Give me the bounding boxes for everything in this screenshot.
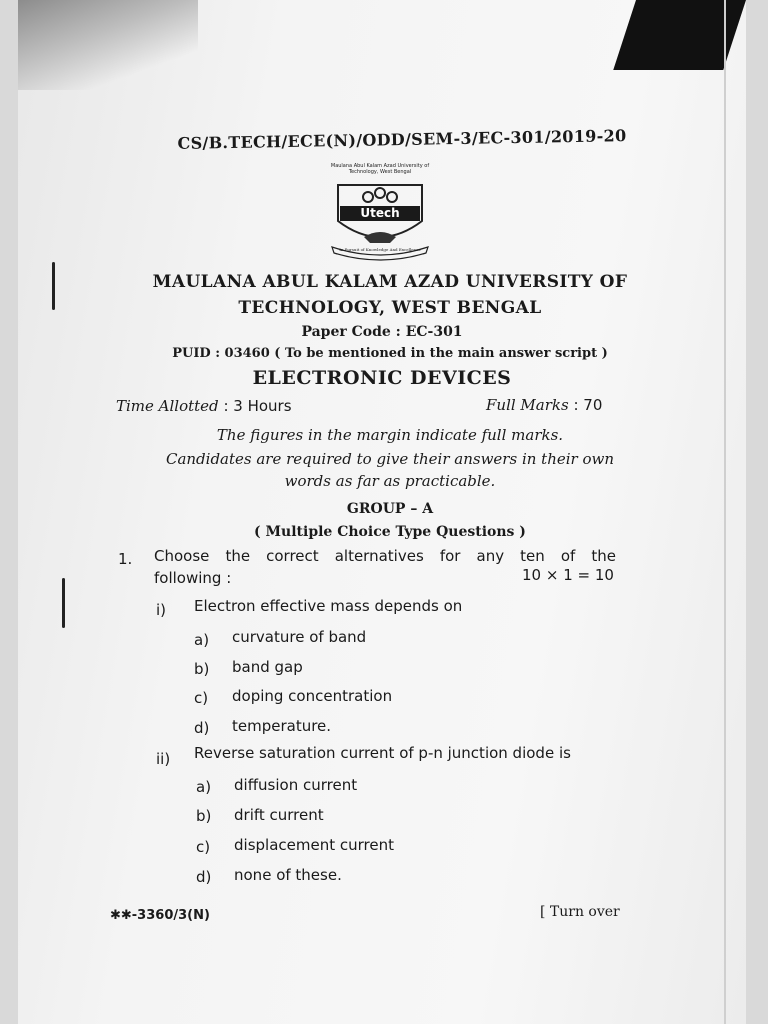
option-text: none of these. (234, 866, 342, 884)
exam-paper-page (18, 0, 746, 1024)
option-letter: a) (194, 631, 210, 649)
option-text: doping concentration (232, 687, 393, 705)
question-stem: Choose the correct alternatives for any ten of the (154, 547, 616, 565)
logo-caption: Maulana Abul Kalam Azad University of Technology, West Bengal (330, 163, 430, 175)
university-name-line-2: TECHNOLOGY, WEST BENGAL (238, 298, 542, 318)
option-letter: a) (196, 778, 212, 796)
university-logo (324, 163, 436, 263)
subject-title: ELECTRONIC DEVICES (252, 367, 512, 389)
option-text: drift current (234, 806, 324, 824)
subquestion-text: Reverse saturation current of p-n junction diode is (194, 744, 571, 762)
option-text: diffusion current (234, 776, 358, 794)
instruction-line: Candidates are required to give their answers in their own (165, 450, 615, 468)
paper-code: Paper Code : EC-301 (301, 324, 463, 340)
university-name-line-1: MAULANA ABUL KALAM AZAD UNIVERSITY OF (152, 272, 628, 292)
option-letter: b) (194, 660, 210, 678)
marks-value: : 70 (573, 396, 603, 414)
footer-paper-code: ✱✱-3360/3(N) (110, 908, 210, 923)
instruction-line: The figures in the margin indicate full marks. (216, 426, 564, 444)
puid: PUID : 03460 ( To be mentioned in the main answer script ) (172, 346, 608, 361)
option-text: temperature. (232, 717, 332, 735)
option-letter: c) (196, 838, 211, 856)
full-marks (486, 396, 602, 414)
question-stem-continued: following : (154, 569, 232, 587)
option-letter: d) (194, 719, 210, 737)
question-marks: 10 × 1 = 10 (522, 566, 614, 584)
subquestion-text: Electron effective mass depends on (194, 597, 463, 615)
turn-over-note: [ Turn over (540, 904, 620, 920)
marks-label: Full Marks (486, 396, 569, 414)
option-letter: b) (196, 807, 212, 825)
option-letter: d) (196, 868, 212, 886)
logo-wordmark: Utech (360, 206, 400, 220)
time-allotted (116, 397, 292, 415)
scan-shadow-top-left (18, 0, 198, 90)
subquestion-numeral: ii) (156, 750, 171, 768)
option-text: band gap (232, 658, 303, 676)
scan-shadow-top-right (613, 0, 746, 70)
paper-header-code: CS/B.TECH/ECE(N)/ODD/SEM-3/EC-301/2019-20 (177, 126, 627, 153)
option-text: displacement current (234, 836, 394, 854)
time-value: : 3 Hours (223, 397, 292, 415)
group-type: ( Multiple Choice Type Questions ) (254, 524, 526, 540)
time-label: Time Allotted (116, 397, 219, 415)
option-text: curvature of band (232, 628, 367, 646)
instruction-line: words as far as practicable. (284, 472, 496, 490)
logo-motto: In Pursuit of Knowledge And Excellence (339, 247, 421, 252)
question-number: 1. (118, 550, 133, 568)
group-heading: GROUP – A (346, 501, 434, 517)
margin-mark (62, 578, 65, 628)
subquestion-numeral: i) (156, 601, 167, 619)
option-letter: c) (194, 689, 209, 707)
